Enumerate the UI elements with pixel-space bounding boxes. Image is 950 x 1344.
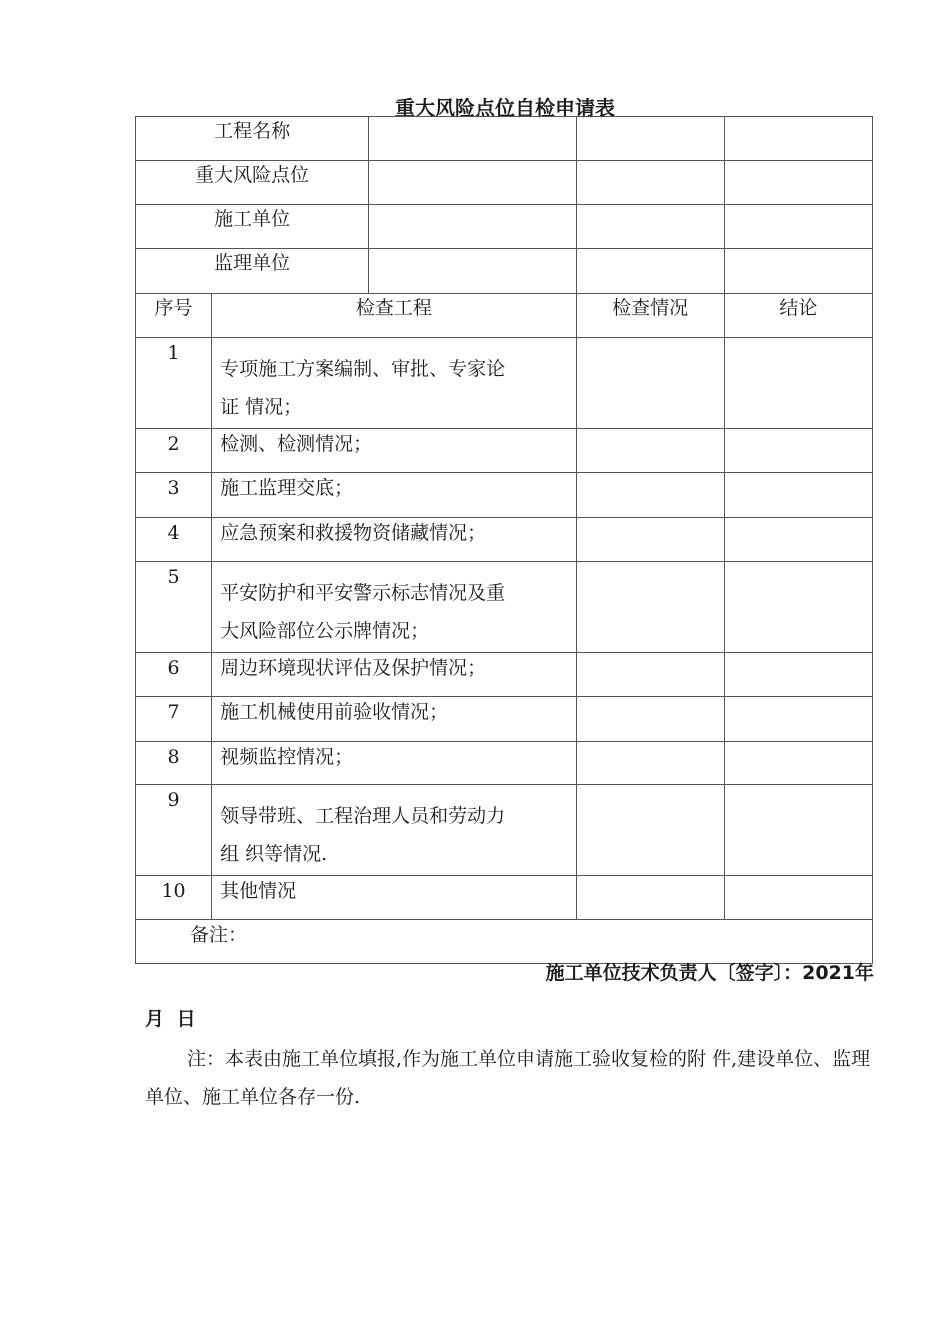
table-row xyxy=(136,562,873,653)
info-label: 工程名称 xyxy=(136,117,369,161)
row-number: 2 xyxy=(136,429,212,473)
row-item: 施工监理交底； xyxy=(212,473,576,518)
info-value-cell[interactable] xyxy=(369,249,576,294)
row-status-cell[interactable] xyxy=(576,338,724,429)
table-row xyxy=(136,785,873,876)
info-label: 施工单位 xyxy=(136,205,369,249)
row-status-cell[interactable] xyxy=(576,742,724,785)
info-value-cell[interactable] xyxy=(576,117,724,161)
row-item: 其他情况 xyxy=(212,876,576,920)
row-status-cell[interactable] xyxy=(576,876,724,920)
row-item: 应急预案和救援物资储藏情况； xyxy=(212,518,576,562)
table-header-row xyxy=(136,294,873,338)
info-value-cell[interactable] xyxy=(369,205,576,249)
row-status-cell[interactable] xyxy=(576,697,724,742)
info-value-cell[interactable] xyxy=(724,161,872,205)
row-item xyxy=(212,562,576,653)
info-value-cell[interactable] xyxy=(724,117,872,161)
table-row xyxy=(136,338,873,429)
table-row xyxy=(136,742,873,785)
header-item: 检查工程 xyxy=(212,294,576,338)
row-item: 视频监控情况； xyxy=(212,742,576,785)
row-number: 4 xyxy=(136,518,212,562)
row-conclusion-cell[interactable] xyxy=(724,562,872,653)
row-status-cell[interactable] xyxy=(576,562,724,653)
row-conclusion-cell[interactable] xyxy=(724,785,872,876)
row-number: 9 xyxy=(136,785,212,876)
row-conclusion-cell[interactable] xyxy=(724,518,872,562)
row-status-cell[interactable] xyxy=(576,518,724,562)
table-row xyxy=(136,697,873,742)
info-row-supervision-unit xyxy=(136,249,873,294)
info-row-project-name xyxy=(136,117,873,161)
row-conclusion-cell[interactable] xyxy=(724,473,872,518)
table-row xyxy=(136,876,873,920)
row-item-line: 大风险部位公示牌情况； xyxy=(220,620,430,642)
row-item-line: 证 情况； xyxy=(220,396,303,418)
row-number: 7 xyxy=(136,697,212,742)
info-value-cell[interactable] xyxy=(576,205,724,249)
row-item-line: 领导带班、工程治理人员和劳动力 xyxy=(220,805,506,827)
info-row-construction-unit xyxy=(136,205,873,249)
row-conclusion-cell[interactable] xyxy=(724,697,872,742)
form-title: 重大风险点位自检申请表 xyxy=(395,96,615,120)
row-item xyxy=(212,785,576,876)
row-status-cell[interactable] xyxy=(576,785,724,876)
info-label: 重大风险点位 xyxy=(136,161,369,205)
row-status-cell[interactable] xyxy=(576,653,724,697)
row-item-line: 专项施工方案编制、审批、专家论 xyxy=(220,358,506,380)
row-number: 6 xyxy=(136,653,212,697)
row-conclusion-cell[interactable] xyxy=(724,429,872,473)
row-number: 5 xyxy=(136,562,212,653)
info-value-cell[interactable] xyxy=(369,117,576,161)
header-status: 检查情况 xyxy=(576,294,724,338)
info-row-risk-point xyxy=(136,161,873,205)
row-item: 施工机械使用前验收情况； xyxy=(212,697,576,742)
table-row xyxy=(136,653,873,697)
footnote: 注：本表由施工单位填报,作为施工单位申请施工验收复检的附 件,建设单位、监理单位、施工单位各存一份. xyxy=(145,1048,871,1108)
table-row xyxy=(136,429,873,473)
table-row xyxy=(136,473,873,518)
row-number: 10 xyxy=(136,876,212,920)
row-item: 周边环境现状评估及保护情况； xyxy=(212,653,576,697)
info-value-cell[interactable] xyxy=(576,161,724,205)
header-conclusion: 结论 xyxy=(724,294,872,338)
info-label: 监理单位 xyxy=(136,249,369,294)
info-value-cell[interactable] xyxy=(369,161,576,205)
info-value-cell[interactable] xyxy=(576,249,724,294)
info-value-cell[interactable] xyxy=(724,205,872,249)
row-status-cell[interactable] xyxy=(576,473,724,518)
row-conclusion-cell[interactable] xyxy=(724,338,872,429)
row-number: 3 xyxy=(136,473,212,518)
remarks-row xyxy=(136,920,873,964)
info-value-cell[interactable] xyxy=(724,249,872,294)
row-item xyxy=(212,338,576,429)
row-conclusion-cell[interactable] xyxy=(724,653,872,697)
row-status-cell[interactable] xyxy=(576,429,724,473)
row-number: 8 xyxy=(136,742,212,785)
inspection-form-table xyxy=(135,116,873,964)
row-number: 1 xyxy=(136,338,212,429)
remarks-cell[interactable]: 备注： xyxy=(136,920,873,964)
row-item-line: 平安防护和平安警示标志情况及重 xyxy=(220,582,506,604)
row-item: 检测、检测情况； xyxy=(212,429,576,473)
header-no: 序号 xyxy=(136,294,212,338)
row-conclusion-cell[interactable] xyxy=(724,742,872,785)
signature-line: 施工单位技术负责人〔签字〕：2021年 xyxy=(545,962,874,984)
date-line: 月 日 xyxy=(145,1008,196,1030)
table-row xyxy=(136,518,873,562)
row-conclusion-cell[interactable] xyxy=(724,876,872,920)
row-item-line: 组 织等情况. xyxy=(220,843,328,865)
